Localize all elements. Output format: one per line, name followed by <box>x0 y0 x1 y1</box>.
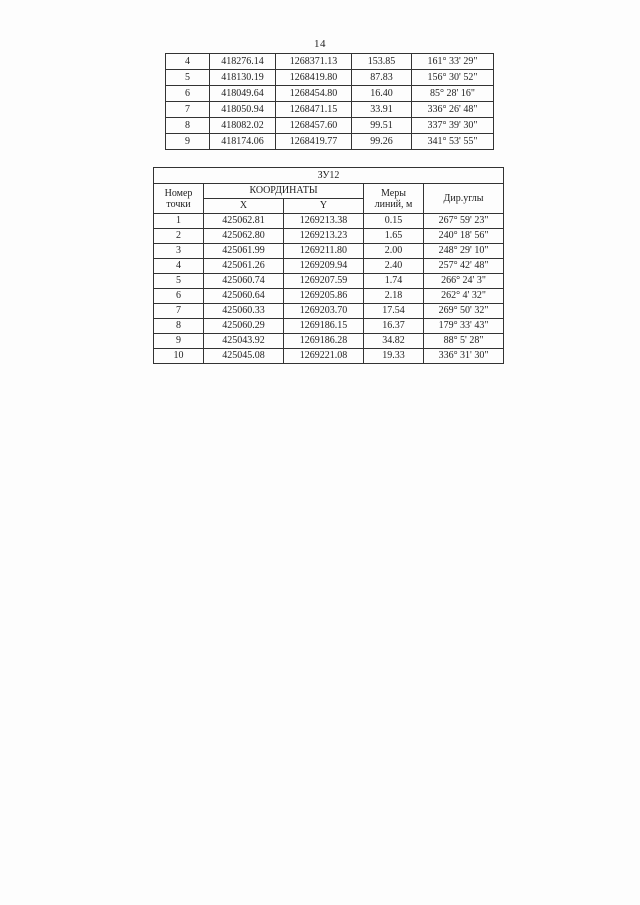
zu12-coordinates-table <box>153 167 504 364</box>
point-number-header <box>154 184 204 214</box>
line-length-header <box>364 184 424 214</box>
direction-angle-cell: 269° 50' 32" <box>424 304 504 319</box>
y-coordinate-cell: 1269186.28 <box>284 334 364 349</box>
table-row <box>154 349 504 364</box>
x-coordinate-header: X <box>204 199 284 214</box>
line-length-cell: 1.65 <box>364 229 424 244</box>
line-length-cell: 19.33 <box>364 349 424 364</box>
table-row <box>154 274 504 289</box>
y-coordinate-cell: 1269211.80 <box>284 244 364 259</box>
line-length-cell: 2.40 <box>364 259 424 274</box>
direction-angle-cell: 266° 24' 3" <box>424 274 504 289</box>
line-length-cell: 0.15 <box>364 214 424 229</box>
continuation-table-body <box>166 54 494 150</box>
coordinates-table-continuation <box>165 53 494 150</box>
x-coordinate-cell: 418049.64 <box>210 86 276 102</box>
table-row <box>166 54 494 70</box>
zu12-table-header <box>154 168 504 214</box>
line-length-cell: 153.85 <box>352 54 412 70</box>
zu12-table-title: ЗУ12 <box>154 168 504 184</box>
y-coordinate-header: Y <box>284 199 364 214</box>
direction-angle-cell: 336° 31' 30" <box>424 349 504 364</box>
line-length-header-line2: линий, м <box>374 198 413 210</box>
x-coordinate-cell: 418082.02 <box>210 118 276 134</box>
line-length-header-line1: Меры <box>381 187 406 199</box>
point-number-cell: 4 <box>154 259 204 274</box>
point-number-cell: 8 <box>154 319 204 334</box>
direction-angle-cell: 156° 30' 52" <box>412 70 494 86</box>
point-number-cell: 6 <box>166 86 210 102</box>
point-number-cell: 10 <box>154 349 204 364</box>
y-coordinate-cell: 1269209.94 <box>284 259 364 274</box>
table-row <box>154 244 504 259</box>
line-length-cell: 16.40 <box>352 86 412 102</box>
y-coordinate-cell: 1269213.38 <box>284 214 364 229</box>
coordinates-header: КООРДИНАТЫ <box>204 184 364 199</box>
point-number-header-line2: точки <box>166 198 191 210</box>
x-coordinate-cell: 425061.99 <box>204 244 284 259</box>
line-length-cell: 99.51 <box>352 118 412 134</box>
direction-angle-cell: 179° 33' 43" <box>424 319 504 334</box>
line-length-cell: 1.74 <box>364 274 424 289</box>
line-length-cell: 16.37 <box>364 319 424 334</box>
point-number-cell: 5 <box>154 274 204 289</box>
point-number-cell: 9 <box>154 334 204 349</box>
y-coordinate-cell: 1268471.15 <box>276 102 352 118</box>
y-coordinate-cell: 1269203.70 <box>284 304 364 319</box>
x-coordinate-cell: 425060.33 <box>204 304 284 319</box>
direction-angle-cell: 267° 59' 23" <box>424 214 504 229</box>
table-row <box>154 319 504 334</box>
table-row <box>166 86 494 102</box>
direction-angle-cell: 341° 53' 55" <box>412 134 494 150</box>
point-number-header-line1: Номер <box>164 187 193 199</box>
x-coordinate-cell: 418174.06 <box>210 134 276 150</box>
y-coordinate-cell: 1269221.08 <box>284 349 364 364</box>
y-coordinate-cell: 1268419.80 <box>276 70 352 86</box>
point-number-cell: 4 <box>166 54 210 70</box>
line-length-cell: 17.54 <box>364 304 424 319</box>
zu12-table-body <box>154 214 504 364</box>
x-coordinate-cell: 425045.08 <box>204 349 284 364</box>
direction-angle-cell: 336° 26' 48" <box>412 102 494 118</box>
table-row <box>154 289 504 304</box>
table-row <box>154 304 504 319</box>
y-coordinate-cell: 1269207.59 <box>284 274 364 289</box>
table-row <box>154 259 504 274</box>
x-coordinate-cell: 425062.80 <box>204 229 284 244</box>
x-coordinate-cell: 418276.14 <box>210 54 276 70</box>
line-length-cell: 34.82 <box>364 334 424 349</box>
line-length-cell: 33.91 <box>352 102 412 118</box>
x-coordinate-cell: 418130.19 <box>210 70 276 86</box>
direction-angle-cell: 337° 39' 30" <box>412 118 494 134</box>
direction-angle-cell: 240° 18' 56" <box>424 229 504 244</box>
point-number-cell: 6 <box>154 289 204 304</box>
direction-angle-cell: 161° 33' 29" <box>412 54 494 70</box>
table-row <box>154 334 504 349</box>
line-length-cell: 87.83 <box>352 70 412 86</box>
x-coordinate-cell: 418050.94 <box>210 102 276 118</box>
table-row <box>166 118 494 134</box>
table-row <box>166 134 494 150</box>
direction-angle-cell: 85° 28' 16" <box>412 86 494 102</box>
x-coordinate-cell: 425060.64 <box>204 289 284 304</box>
point-number-cell: 3 <box>154 244 204 259</box>
point-number-cell: 7 <box>166 102 210 118</box>
y-coordinate-cell: 1269186.15 <box>284 319 364 334</box>
page-number: 14 <box>314 38 326 50</box>
direction-angle-cell: 88° 5' 28" <box>424 334 504 349</box>
direction-angle-cell: 262° 4' 32" <box>424 289 504 304</box>
y-coordinate-cell: 1269205.86 <box>284 289 364 304</box>
x-coordinate-cell: 425060.29 <box>204 319 284 334</box>
line-length-cell: 2.18 <box>364 289 424 304</box>
y-coordinate-cell: 1268454.80 <box>276 86 352 102</box>
table-row <box>154 229 504 244</box>
line-length-cell: 2.00 <box>364 244 424 259</box>
table-row <box>154 214 504 229</box>
table-row <box>166 102 494 118</box>
y-coordinate-cell: 1268457.60 <box>276 118 352 134</box>
direction-angle-cell: 248° 29' 10" <box>424 244 504 259</box>
x-coordinate-cell: 425062.81 <box>204 214 284 229</box>
table-row <box>166 70 494 86</box>
x-coordinate-cell: 425061.26 <box>204 259 284 274</box>
point-number-cell: 1 <box>154 214 204 229</box>
y-coordinate-cell: 1268419.77 <box>276 134 352 150</box>
point-number-cell: 2 <box>154 229 204 244</box>
y-coordinate-cell: 1268371.13 <box>276 54 352 70</box>
point-number-cell: 8 <box>166 118 210 134</box>
x-coordinate-cell: 425060.74 <box>204 274 284 289</box>
direction-angle-cell: 257° 42' 48" <box>424 259 504 274</box>
point-number-cell: 9 <box>166 134 210 150</box>
point-number-cell: 7 <box>154 304 204 319</box>
x-coordinate-cell: 425043.92 <box>204 334 284 349</box>
y-coordinate-cell: 1269213.23 <box>284 229 364 244</box>
line-length-cell: 99.26 <box>352 134 412 150</box>
direction-angle-header: Дир.углы <box>424 184 504 214</box>
point-number-cell: 5 <box>166 70 210 86</box>
